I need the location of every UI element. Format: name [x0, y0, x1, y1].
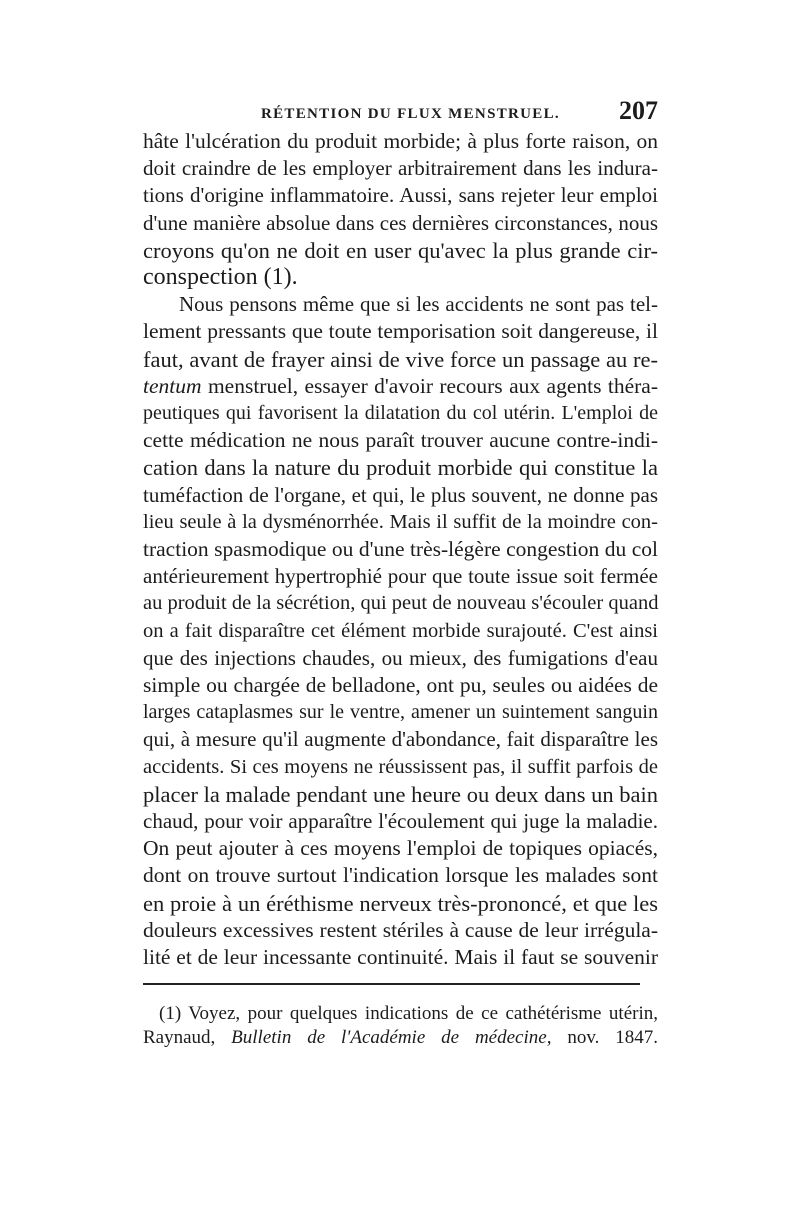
text-line: simple ou chargée de belladone, ont pu, seules ou aidées de: [143, 673, 658, 698]
text-line: antérieurement hypertrophié pour que toute issue soit fermée: [143, 564, 658, 589]
text-line: doit craindre de les employer arbitrairement dans les indura-: [143, 156, 658, 181]
running-head: RÉTENTION DU FLUX MENSTRUEL.: [261, 106, 560, 122]
text-line: traction spasmodique ou d'une très-légère congestion du col: [143, 537, 658, 562]
text-line: On peut ajouter à ces moyens l'emploi de topiques opiacés,: [143, 836, 658, 861]
text-line: lité et de leur incessante continuité. Mais il faut se souvenir: [143, 945, 658, 970]
text-line: peutiques qui favorisent la dilatation du col utérin. L'emploi de: [143, 402, 658, 425]
text-line: que des injections chaudes, ou mieux, des fumigations d'eau: [143, 645, 658, 670]
text-line: tuméfaction de l'organe, et qui, le plus souvent, ne donne pas: [143, 482, 658, 507]
text-line: accidents. Si ces moyens ne réussissent pas, il suffit parfois de: [143, 755, 658, 778]
page-number: 207: [619, 96, 658, 125]
footnote-journal: Bulletin de l'Académie de médecine,: [231, 1027, 552, 1048]
text-line: au produit de la sécrétion, qui peut de nouveau s'écouler quand: [143, 592, 659, 615]
text-line: d'une manière absolue dans ces dernières circonstances, nous: [143, 210, 658, 235]
text-line: en proie à un éréthisme nerveux très-prononcé, et que les: [143, 890, 658, 916]
footnote-line: [143, 1026, 658, 1050]
text-line: croyons qu'on ne doit en user qu'avec la plus grande cir-: [143, 237, 658, 263]
text-line: Nous pensons même que si les accidents ne sont pas tel-: [179, 292, 658, 317]
text-line: dont on trouve surtout l'indication lorsque les malades sont: [143, 863, 658, 888]
text-line: faut, avant de frayer ainsi de vive force un passage au re-: [143, 346, 658, 372]
text-line: larges cataplasmes sur le ventre, amener un suintement sanguin: [143, 701, 658, 724]
text-line: lieu seule à la dysménorrhée. Mais il suffit de la moindre con-: [143, 510, 658, 533]
text-line: [143, 373, 658, 400]
text-line: tions d'origine inflammatoire. Aussi, sans rejeter leur emploi: [143, 183, 658, 208]
text-line: cette médication ne nous paraît trouver aucune contre-indi-: [143, 428, 658, 453]
text-line: conspection (1).: [143, 264, 298, 291]
text-line: hâte l'ulcération du produit morbide; à plus forte raison, on: [143, 129, 658, 153]
text-line: qui, à mesure qu'il augmente d'abondance, fait disparaître les: [143, 727, 658, 752]
footnote: [143, 1002, 658, 1050]
text-line: lement pressants que toute temporisation soit dangereuse, il: [143, 319, 658, 344]
italic-term: tentum: [143, 373, 202, 398]
footnote-line: (1) Voyez, pour quelques indications de ce cathétérisme utérin,: [159, 1003, 658, 1024]
text-line: douleurs excessives restent stériles à cause de leur irrégula-: [143, 917, 658, 942]
text-fragment: menstruel, essayer d'avoir recours aux agents théra-: [201, 373, 658, 398]
text-line: on a fait disparaître cet élément morbide surajouté. C'est ainsi: [143, 619, 658, 642]
footnote-rule: [143, 983, 640, 985]
page-header: [143, 96, 658, 128]
body-text: [143, 128, 658, 971]
text-line: placer la malade pendant une heure ou deux dans un bain: [143, 781, 658, 807]
footnote-date: nov. 1847.: [551, 1027, 658, 1048]
text-line: cation dans la nature du produit morbide qui constitue la: [143, 455, 658, 481]
paragraph-1: [143, 128, 658, 291]
paragraph-2: [143, 291, 658, 971]
footnote-author: Raynaud,: [143, 1027, 232, 1048]
text-line: chaud, pour voir apparaître l'écoulement qui juge la maladie.: [143, 809, 658, 834]
